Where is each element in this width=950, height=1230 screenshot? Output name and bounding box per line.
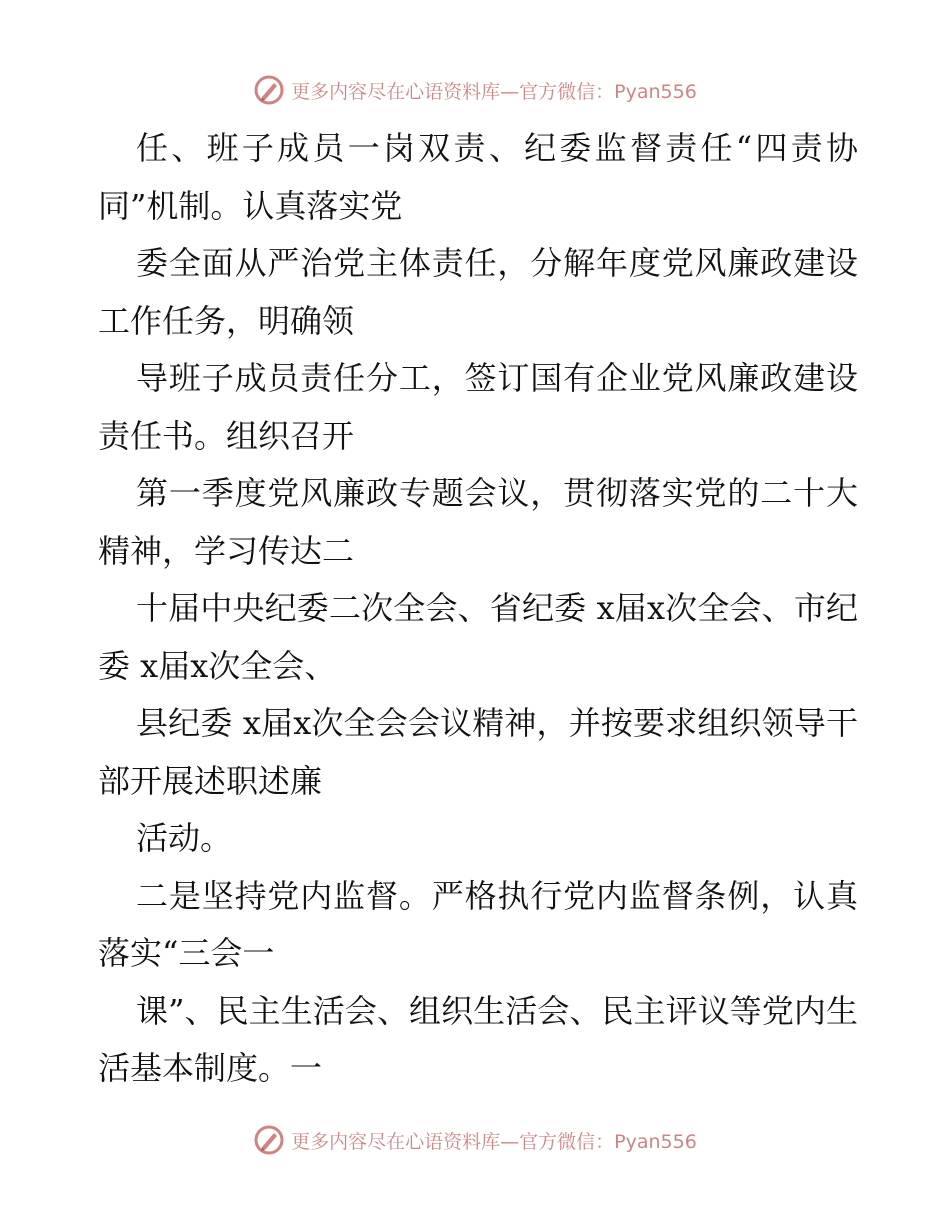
pen-logo-icon: [253, 1124, 285, 1156]
paragraph: 县纪委 x届x次全会会议精神，并按要求组织领导干部开展述职述廉: [98, 704, 858, 800]
paragraph: 委全面从严治党主体责任，分解年度党风廉政建设工作任务，明确领: [98, 244, 858, 340]
header-watermark: [0, 70, 950, 110]
pen-logo-icon: [253, 74, 285, 106]
paragraph: 导班子成员责任分工，签订国有企业党风廉政建设责任书。组织召开: [98, 359, 858, 455]
footer-watermark: [0, 1120, 950, 1160]
watermark-text: 更多内容尽在心语资料库—官方微信：Pyan556: [291, 80, 697, 103]
paragraph: 十届中央纪委二次全会、省纪委 x届x次全会、市纪委 x届x次全会、: [98, 589, 858, 685]
document-body: [98, 120, 858, 1098]
paragraph: 活动。: [136, 819, 233, 857]
paragraph: 第一季度党风廉政专题会议，贯彻落实党的二十大精神，学习传达二: [98, 474, 858, 570]
paragraph: 任、班子成员一岗双责、纪委监督责任“四责协同”机制。认真落实党: [98, 129, 858, 225]
watermark-text: 更多内容尽在心语资料库—官方微信：Pyan556: [291, 1130, 697, 1153]
paragraph: 二是坚持党内监督。严格执行党内监督条例，认真落实“三会一: [98, 876, 858, 972]
paragraph: 课”、民主生活会、组织生活会、民主评议等党内生活基本制度。一: [98, 991, 858, 1087]
